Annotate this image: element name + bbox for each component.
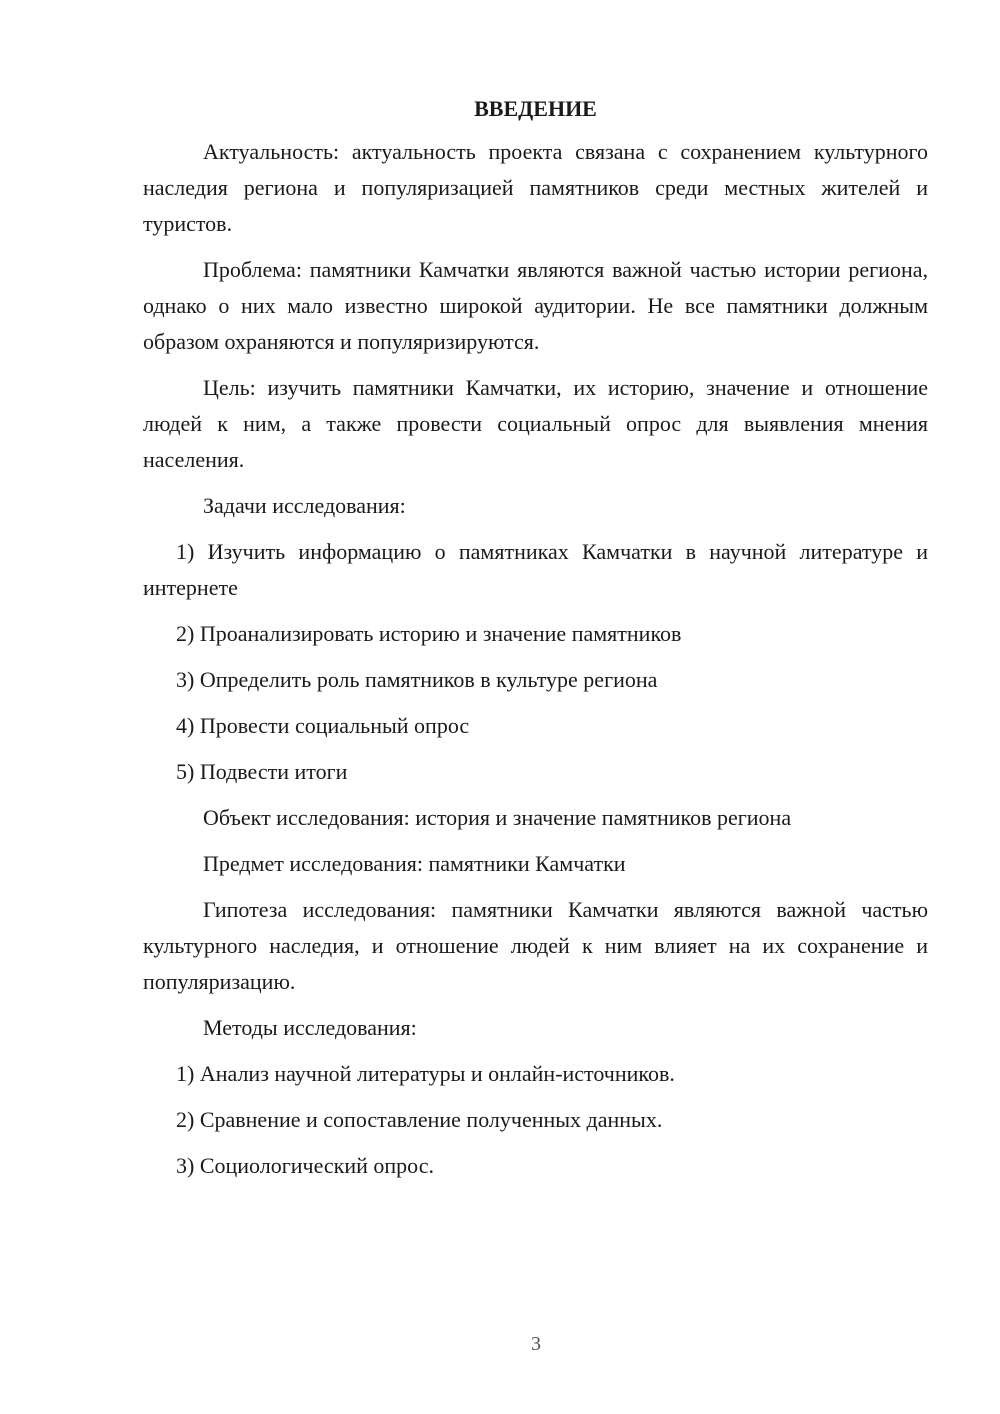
subject-paragraph: Предмет исследования: памятники Камчатки [203, 851, 626, 876]
hypothesis-paragraph: Гипотеза исследования: памятники Камчатки являются важной частью культурного наследия, и отношение людей к ним влияет на их сохранение и популяризацию. [143, 897, 928, 994]
task-item-4: 4) Провести социальный опрос [176, 713, 470, 738]
method-item-3: 3) Социологический опрос. [176, 1153, 434, 1178]
task-item-2: 2) Проанализировать историю и значение памятников [176, 621, 682, 646]
methods-heading: Методы исследования: [203, 1015, 417, 1040]
relevance-paragraph: Актуальность: актуальность проекта связана с сохранением культурного наследия региона и популяризацией памятников среди местных жителей и туристов. [143, 139, 928, 236]
section-title: ВВЕДЕНИЕ [474, 96, 597, 121]
page-number: 3 [531, 1333, 541, 1355]
methods-list [143, 1056, 928, 1184]
tasks-heading: Задачи исследования: [203, 493, 406, 518]
tasks-list [143, 534, 928, 790]
method-item-1: 1) Анализ научной литературы и онлайн-источников. [176, 1061, 675, 1086]
page-content [143, 94, 928, 1194]
object-paragraph: Объект исследования: история и значение памятников региона [203, 805, 792, 830]
problem-paragraph: Проблема: памятники Камчатки являются важной частью истории региона, однако о них мало известно широкой аудитории. Не все памятники должным образом охраняются и популяризируются. [143, 257, 928, 354]
task-item-1: 1) Изучить информацию о памятниках Камчатки в научной литературе и интернете [143, 539, 928, 600]
task-item-5: 5) Подвести итоги [176, 759, 348, 784]
task-item-3: 3) Определить роль памятников в культуре региона [176, 667, 658, 692]
goal-paragraph: Цель: изучить памятники Камчатки, их историю, значение и отношение людей к ним, а также провести социальный опрос для выявления мнения населения. [143, 375, 928, 472]
method-item-2: 2) Сравнение и сопоставление полученных данных. [176, 1107, 663, 1132]
